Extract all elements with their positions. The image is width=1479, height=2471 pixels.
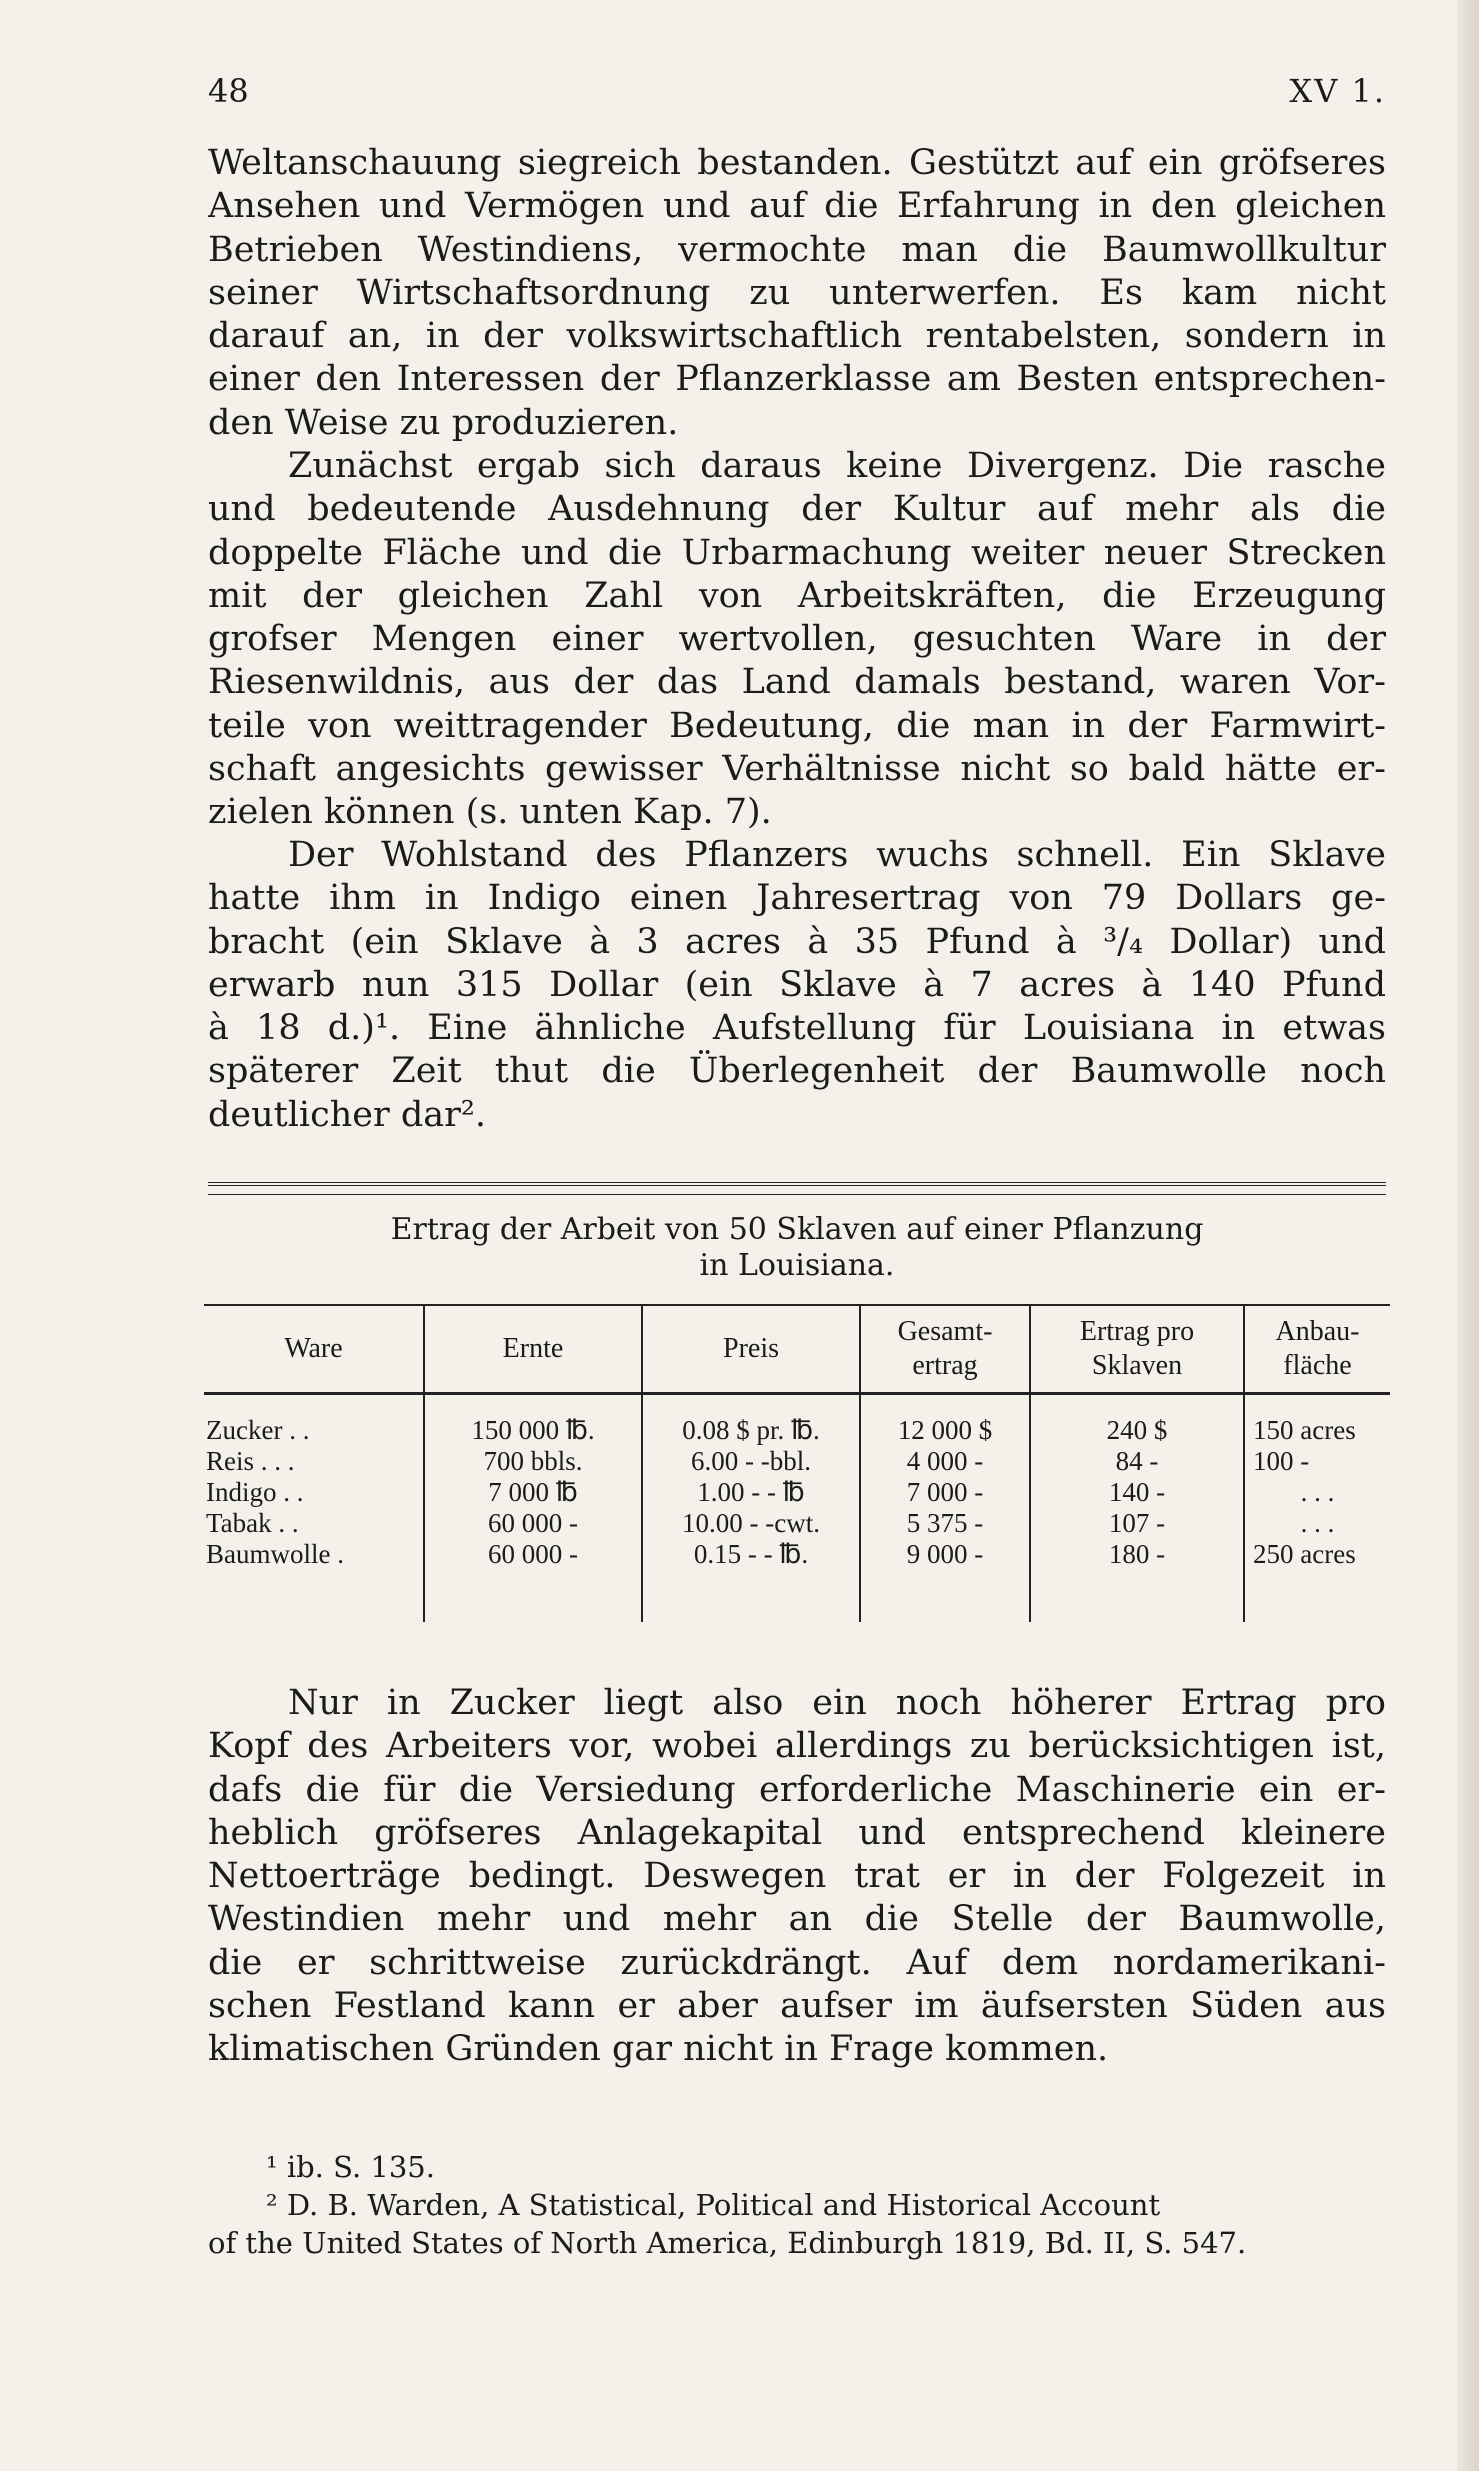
- text-line: grofser Mengen einer wertvollen, gesuchten Ware in der: [208, 619, 1386, 660]
- page-edge: [1457, 0, 1479, 2471]
- cell-anbau: . . .: [1244, 1508, 1390, 1539]
- text-line: à 18 d.)¹. Eine ähnliche Aufstellung für Louisiana in etwas: [208, 1008, 1386, 1049]
- text-line: einer den Interessen der Pflanzerklasse am Besten entsprechen-: [208, 359, 1386, 400]
- cell-ware: Tabak . .: [206, 1508, 299, 1538]
- cell-gesamtertrag: 5 375 -: [860, 1508, 1030, 1539]
- table-row: [204, 1446, 1390, 1477]
- cell-gesamtertrag: 12 000 $: [860, 1394, 1030, 1447]
- cell-gesamtertrag: 4 000 -: [860, 1446, 1030, 1477]
- cell-ertrag: 107 -: [1030, 1508, 1244, 1539]
- cell-ware: Zucker . .: [206, 1415, 310, 1445]
- text-line: deutlicher dar².: [208, 1094, 486, 1135]
- text-line: schen Festland kann er aber aufser im äufsersten Süden aus: [208, 1986, 1386, 2027]
- column-header-preis: Preis: [642, 1305, 860, 1394]
- cell-ernte: 150 000 ℔.: [424, 1394, 642, 1447]
- footnote-2-continuation: of the United States of North America, Edinburgh 1819, Bd. II, S. 547.: [208, 2226, 1247, 2260]
- text-line: Betrieben Westindiens, vermochte man die Baumwollkultur: [208, 229, 1386, 270]
- text-line: Weltanschauung siegreich bestanden. Gestützt auf ein gröfseres: [208, 143, 1386, 183]
- cell-gesamtertrag: 7 000 -: [860, 1477, 1030, 1508]
- cell-preis: 0.08 $ pr. ℔.: [642, 1394, 860, 1447]
- text-line: klimatischen Gründen gar nicht in Frage kommen.: [208, 2029, 1109, 2070]
- text-line: dafs die für die Versiedung erforderliche Maschinerie ein er-: [208, 1769, 1386, 1810]
- cell-preis: 1.00 - - ℔: [642, 1477, 860, 1508]
- header-line: Sklaven: [1091, 1350, 1183, 1381]
- cell-ertrag: 84 -: [1030, 1446, 1244, 1477]
- cell-preis: 0.15 - - ℔.: [642, 1539, 860, 1622]
- footnotes: [208, 2148, 1386, 2262]
- table-row: [204, 1394, 1390, 1447]
- cell-ernte: 60 000 -: [424, 1539, 642, 1622]
- cell-anbau: . . .: [1244, 1477, 1390, 1508]
- cell-ertrag: 140 -: [1030, 1477, 1244, 1508]
- text-line: Westindien mehr und mehr an die Stelle der Baumwolle,: [208, 1899, 1386, 1940]
- double-rule-divider: [208, 1182, 1386, 1195]
- footnote-2: ² D. B. Warden, A Statistical, Political and Historical Account: [266, 2188, 1161, 2222]
- yield-table: [204, 1304, 1390, 1622]
- table-row: [204, 1539, 1390, 1622]
- header-line: Ertrag pro: [1079, 1316, 1195, 1347]
- text-line: seiner Wirtschaftsordnung zu unterwerfen. Es kam nicht: [208, 272, 1386, 313]
- text-line: bracht (ein Sklave à 3 acres à 35 Pfund à ³/₄ Dollar) und: [208, 921, 1386, 962]
- cell-ernte: 7 000 ℔: [424, 1477, 642, 1508]
- cell-ware: Reis . . .: [206, 1446, 295, 1476]
- text-line: späterer Zeit thut die Überlegenheit der Baumwolle noch: [208, 1051, 1386, 1092]
- text-line: erwarb nun 315 Dollar (ein Sklave à 7 acres à 140 Pfund: [208, 964, 1386, 1005]
- text-line: Nur in Zucker liegt also ein noch höherer Ertrag pro: [288, 1683, 1386, 1723]
- text-line: zielen können (s. unten Kap. 7).: [208, 792, 772, 833]
- paragraph-1: [208, 142, 1386, 445]
- text-line: Riesenwildnis, aus der das Land damals bestand, waren Vor-: [208, 662, 1386, 703]
- cell-ertrag: 180 -: [1030, 1539, 1244, 1622]
- table-caption-line: Ertrag der Arbeit von 50 Sklaven auf einer Pflanzung: [390, 1212, 1204, 1247]
- cell-anbau: 150 acres: [1244, 1394, 1390, 1447]
- column-header-gesamtertrag: [860, 1305, 1030, 1394]
- text-line: darauf an, in der volkswirtschaftlich rentabelsten, sondern in: [208, 316, 1386, 357]
- text-line: den Weise zu produzieren.: [208, 402, 679, 443]
- column-header-ernte: Ernte: [424, 1305, 642, 1394]
- text-line: und bedeutende Ausdehnung der Kultur auf mehr als die: [208, 489, 1386, 530]
- footnote-1: ¹ ib. S. 135.: [266, 2150, 435, 2184]
- cell-ernte: 60 000 -: [424, 1508, 642, 1539]
- table-row: [204, 1508, 1390, 1539]
- page-header: [208, 72, 1386, 120]
- text-line: heblich gröfseres Anlagekapital und entsprechend kleinere: [208, 1812, 1386, 1853]
- page-number: 48: [208, 72, 249, 110]
- text-line: Ansehen und Vermögen und auf die Erfahrung in den gleichen: [208, 186, 1386, 227]
- cell-gesamtertrag: 9 000 -: [860, 1539, 1030, 1622]
- text-line: Der Wohlstand des Pflanzers wuchs schnell. Ein Sklave: [288, 835, 1386, 875]
- cell-anbau: 100 -: [1244, 1446, 1390, 1477]
- text-line: teile von weittragender Bedeutung, die man in der Farmwirt-: [208, 705, 1386, 746]
- cell-anbau: 250 acres: [1244, 1539, 1390, 1622]
- cell-preis: 10.00 - -cwt.: [642, 1508, 860, 1539]
- cell-preis: 6.00 - -bbl.: [642, 1446, 860, 1477]
- text-line: Nettoerträge bedingt. Deswegen trat er in der Folgezeit in: [208, 1856, 1386, 1897]
- paragraph-2: [208, 445, 1386, 835]
- text-line: doppelte Fläche und die Urbarmachung weiter neuer Strecken: [208, 532, 1386, 573]
- text-line: die er schrittweise zurückdrängt. Auf dem nordamerikani-: [208, 1942, 1386, 1983]
- header-line: Anbau-: [1275, 1316, 1360, 1347]
- cell-ertrag: 240 $: [1030, 1394, 1244, 1447]
- header-line: ertrag: [912, 1350, 978, 1381]
- text-line: schaft angesichts gewisser Verhältnisse nicht so bald hätte er-: [208, 749, 1386, 790]
- paragraph-4: [208, 1682, 1386, 2072]
- column-header-ertrag-pro-sklaven: [1030, 1305, 1244, 1394]
- text-line: Zunächst ergab sich daraus keine Divergenz. Die rasche: [288, 446, 1386, 486]
- table-caption-line: in Louisiana.: [699, 1248, 895, 1283]
- column-header-ware: Ware: [204, 1305, 424, 1394]
- cell-ernte: 700 bbls.: [424, 1446, 642, 1477]
- text-line: Kopf des Arbeiters vor, wobei allerdings zu berücksichtigen ist,: [208, 1726, 1386, 1767]
- text-line: mit der gleichen Zahl von Arbeitskräften, die Erzeugung: [208, 575, 1386, 616]
- table-header-row: [204, 1305, 1390, 1394]
- column-header-anbauflaeche: [1244, 1305, 1390, 1394]
- cell-ware: Baumwolle .: [206, 1539, 344, 1569]
- table-caption: [208, 1212, 1386, 1284]
- paragraph-3: [208, 834, 1386, 1137]
- table-row: [204, 1477, 1390, 1508]
- cell-ware: Indigo . .: [206, 1477, 304, 1507]
- section-number: XV 1.: [1289, 72, 1386, 110]
- header-line: Gesamt-: [897, 1316, 993, 1347]
- text-line: hatte ihm in Indigo einen Jahresertrag von 79 Dollars ge-: [208, 878, 1386, 919]
- header-line: fläche: [1283, 1350, 1352, 1381]
